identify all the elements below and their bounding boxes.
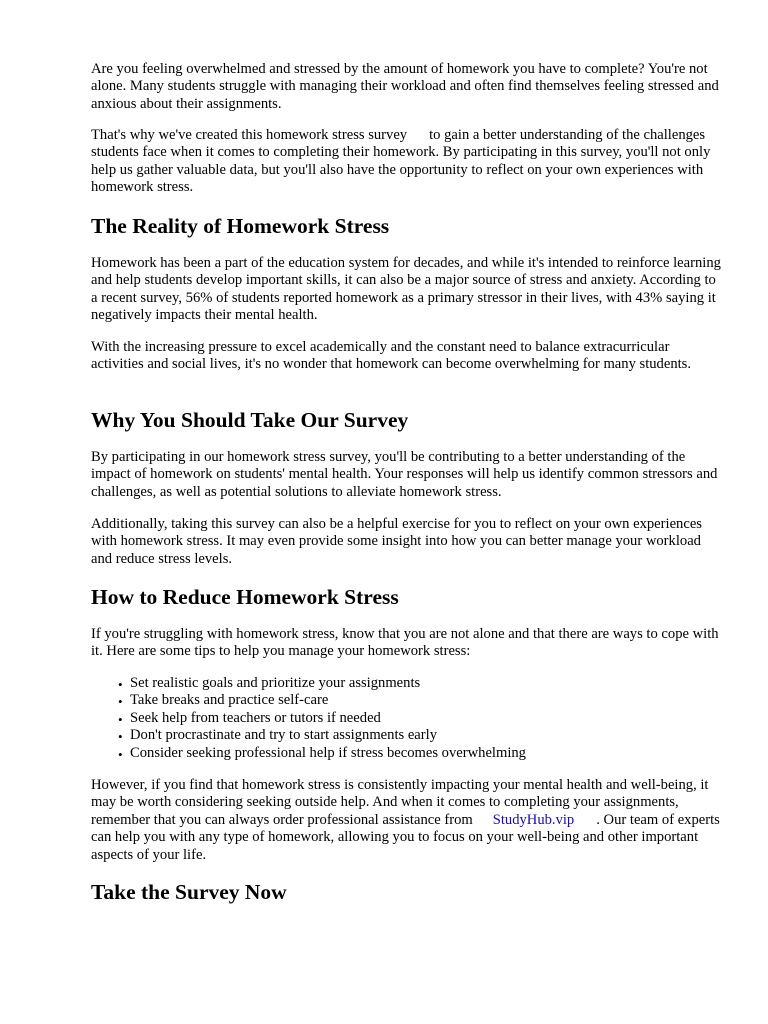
list-item: • Take breaks and practice self-care [118, 692, 329, 710]
bullet-icon: • [118, 746, 123, 762]
reduce-paragraph-2-start: However, if you find that homework stress is consistently impacting your mental health and well-being, it may be worth considering seeking outside help. And when it comes to completing your assignments, remember that you can always order professional assistance from [91, 777, 709, 828]
intro-paragraph-2-start: That's why we've created this homework stress survey [91, 127, 408, 143]
intro-paragraph-2-rest: to gain a better understanding of the challenges students face when it comes to completing their homework. By participating in this survey, you'll not only help us gather valuable data, but you'll also have the opportunity to reflect on your own experiences with homework stress. [91, 127, 711, 196]
list-item: • Set realistic goals and prioritize your assignments [118, 675, 421, 692]
tips-list [118, 675, 526, 762]
heading-reality: The Reality of Homework Stress [91, 214, 390, 238]
reduce-paragraph-1: If you're struggling with homework stress, know that you are not alone and that there are ways to cope with it. Here are some tips to help you manage your homework stress: [91, 626, 719, 660]
intro-paragraph-2 [91, 127, 721, 197]
heading-survey: Take the Survey Now [91, 880, 287, 904]
bullet-icon: • [118, 711, 123, 727]
reality-paragraph-1: Homework has been a part of the education system for decades, and while it's intended to reinforce learning and help students develop important skills, it can also be a major source of stress and anxiety. According to a recent survey, 56% of students reported homework as a primary stressor in their lives, with 43% saying it negatively impacts their mental health. [91, 255, 721, 324]
reduce-paragraph-2 [91, 777, 721, 864]
heading-why: Why You Should Take Our Survey [91, 408, 409, 432]
reality-paragraph-2: With the increasing pressure to excel academically and the constant need to balance extracurricular activities and social lives, it's no wonder that homework can become overwhelming for many students. [91, 339, 692, 373]
studyhub-link[interactable]: StudyHub.vip [492, 811, 575, 828]
intro-paragraph-1: Are you feeling overwhelmed and stressed by the amount of homework you have to complete? You're not alone. Many students struggle with managing their workload and often find themselves feeling stressed and anxious about their assignments. [91, 61, 719, 112]
list-item: • Don't procrastinate and try to start assignments early [118, 727, 437, 745]
why-paragraph-2: Additionally, taking this survey can also be a helpful exercise for you to reflect on your own experiences with homework stress. It may even provide some insight into how you can better manage your workload and reduce stress levels. [91, 516, 702, 567]
list-item: • Seek help from teachers or tutors if needed [118, 709, 381, 727]
bullet-icon: • [118, 729, 123, 745]
bullet-icon: • [118, 694, 123, 710]
list-item: • Consider seeking professional help if stress becomes overwhelming [118, 744, 526, 762]
reduce-paragraph-2-rest: Our team of experts can help you with any type of homework, allowing you to focus on your well-being and other important aspects of your life. [91, 811, 720, 863]
bullet-icon: • [118, 677, 123, 692]
why-paragraph-1: By participating in our homework stress survey, you'll be contributing to a better understanding of the impact of homework on students' mental health. Your responses will help us identify common stressors and challenges, as well as potential solutions to alleviate homework stress. [91, 449, 718, 500]
heading-reduce: How to Reduce Homework Stress [91, 585, 399, 609]
reduce-paragraph-2-dot: . [596, 811, 600, 828]
